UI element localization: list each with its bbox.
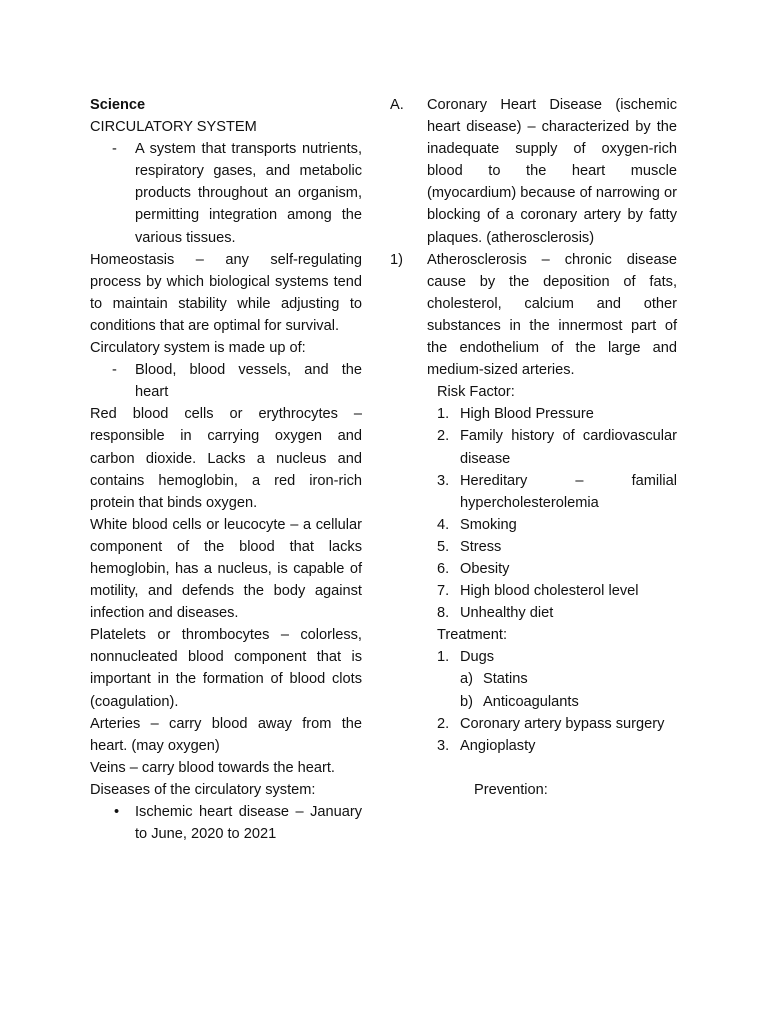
wbc-paragraph: White blood cells or leucocyte – a cellular component of the blood that lacks hemoglobin, has a nucleus, is capable of motility, and defends the body against infection and diseases. (90, 516, 362, 622)
homeostasis-paragraph: Homeostasis – any self-regulating process by which biological systems tend to maintain stability while adjusting to conditions that are optimal for survival. (90, 251, 362, 334)
list-letter: b) (460, 693, 473, 710)
made-up-of-heading: Circulatory system is made up of: (90, 340, 306, 357)
list-number: 8. (437, 605, 450, 622)
doc-title: Science (90, 97, 146, 113)
atherosclerosis-item (390, 249, 677, 382)
list-number: 5. (437, 538, 450, 555)
coronary-heart-disease-item (390, 94, 677, 249)
risk-factor-text: High Blood Pressure (460, 406, 594, 423)
bullet-marker: • (114, 804, 120, 820)
list-number: 3. (437, 472, 450, 489)
list-number: 1. (437, 649, 450, 666)
rbc-paragraph: Red blood cells or erythrocytes – responsible in carrying oxygen and carbon dioxide. Lacks a nucleus and contains hemoglobin, a red iron-rich protein that binds oxygen. (90, 406, 362, 511)
list-number: 7. (437, 583, 450, 600)
list-number: 6. (437, 560, 450, 577)
risk-factor-text: High blood cholesterol level (460, 583, 639, 600)
risk-factor-item (437, 602, 677, 624)
list-number: 1. (437, 406, 450, 423)
risk-factor-item (437, 403, 677, 425)
list-number: 4. (437, 516, 450, 533)
coronary-heart-disease-text: Coronary Heart Disease (ischemic heart disease) – characterized by the inadequate supply of oxygen-rich blood to the heart muscle (myocardium) because of narrowing or blocking of a coronary artery by fatty plaques. (atherosclerosis) (427, 97, 677, 246)
disease-item-text: Ischemic heart disease – January to June, 2020 to 2021 (135, 804, 362, 843)
treatment-heading: Treatment: (437, 627, 508, 644)
definition-text: A system that transports nutrients, respiratory gases, and metabolic products throughout an organism, permitting integration among the various tissues. (135, 141, 362, 246)
risk-factor-list (437, 403, 677, 624)
atherosclerosis-text: Atherosclerosis – chronic disease cause by the deposition of fats, cholesterol, calcium and other substances in the innermost part of the endothelium of the large and medium-sized arteries. (427, 251, 677, 379)
risk-factor-item (437, 580, 677, 602)
risk-factor-item (437, 558, 677, 580)
treatment-item (437, 735, 677, 757)
treatment-item (437, 646, 677, 668)
risk-factor-text: Family history of cardiovascular disease (460, 428, 677, 467)
dash-marker: - (112, 141, 117, 158)
section-heading: CIRCULATORY SYSTEM (90, 119, 257, 136)
treatment-text: Dugs (460, 649, 495, 666)
dash-marker: - (112, 362, 117, 379)
risk-factor-text: Unhealthy diet (460, 605, 554, 622)
definition-item (112, 138, 362, 248)
risk-factor-text: Hereditary – familial hypercholesterolemia (460, 472, 677, 511)
veins-paragraph: Veins – carry blood towards the heart. (90, 759, 335, 776)
arteries-paragraph: Arteries – carry blood away from the heart. (may oxygen) (90, 715, 362, 754)
drug-text: Statins (483, 671, 528, 688)
treatment-item (437, 713, 677, 735)
risk-factor-text: Stress (460, 538, 502, 555)
treatment-text: Angioplasty (460, 737, 536, 754)
list-number: 2. (437, 715, 450, 732)
drug-item (460, 691, 677, 713)
drug-text: Anticoagulants (483, 693, 579, 710)
a-marker: A. (390, 97, 404, 113)
blank-line (414, 757, 677, 779)
made-up-item-text: Blood, blood vessels, and the heart (135, 362, 362, 401)
right-column (390, 94, 677, 801)
risk-factor-item (437, 514, 677, 536)
risk-factor-text: Smoking (460, 516, 517, 533)
left-column (90, 94, 362, 845)
risk-factor-text: Obesity (460, 560, 510, 577)
diseases-heading: Diseases of the circulatory system: (90, 781, 316, 798)
treatment-list (437, 646, 677, 756)
prevention-heading: Prevention: (474, 781, 548, 798)
list-number: 2. (437, 428, 450, 445)
risk-factor-item (437, 425, 677, 469)
list-letter: a) (460, 671, 473, 688)
treatment-text: Coronary artery bypass surgery (460, 715, 665, 732)
disease-item (114, 801, 362, 845)
drug-item (460, 668, 677, 690)
risk-factor-heading: Risk Factor: (437, 384, 515, 401)
made-up-item (112, 359, 362, 403)
one-marker: 1) (390, 251, 403, 268)
risk-factor-item (437, 470, 677, 514)
list-number: 3. (437, 737, 450, 754)
platelets-paragraph: Platelets or thrombocytes – colorless, nonnucleated blood component that is important in the formation of blood clots (coagulation). (90, 627, 362, 710)
risk-factor-item (437, 536, 677, 558)
